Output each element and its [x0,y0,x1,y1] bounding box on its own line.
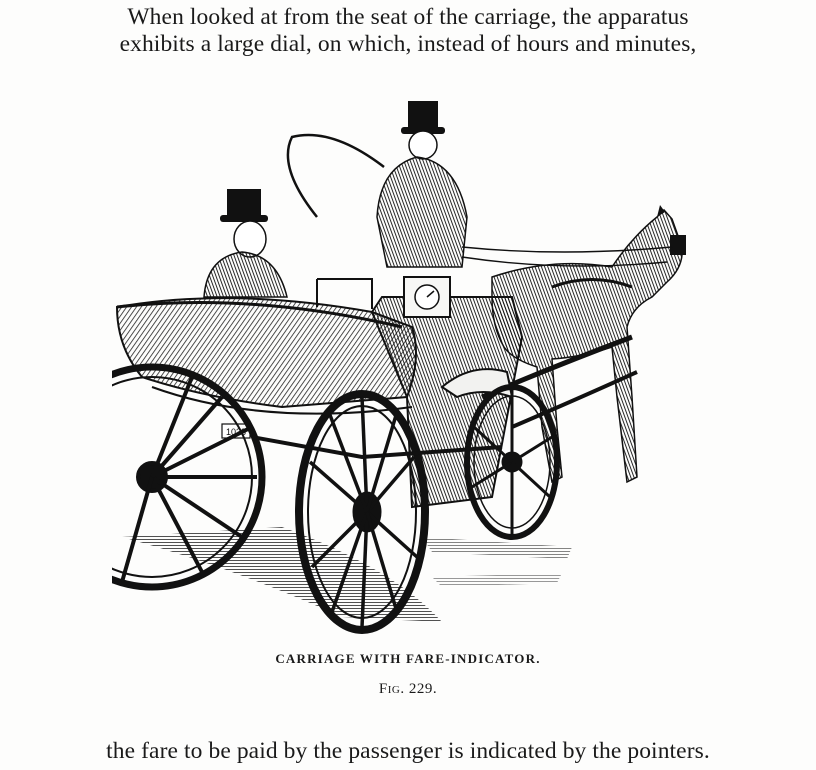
figure-number: Fig. 229. [378,681,438,697]
figure-caption: CARRIAGE WITH FARE-INDICATOR. [275,651,541,666]
carriage-illustration [112,97,692,637]
body-text-line-3: the fare to be paid by the passenger is indicated by the pointers. [106,738,710,764]
driver-figure [377,101,467,267]
body-text-line-1: When looked at from the seat of the carriage, the apparatus [127,4,689,30]
body-text-line-2: exhibits a large dial, on which, instead of hours and minutes, [119,31,697,57]
plate-number: 1038 [225,427,247,437]
fare-indicator [404,277,450,317]
passenger-figure [204,189,287,297]
side-wheel [299,394,425,630]
